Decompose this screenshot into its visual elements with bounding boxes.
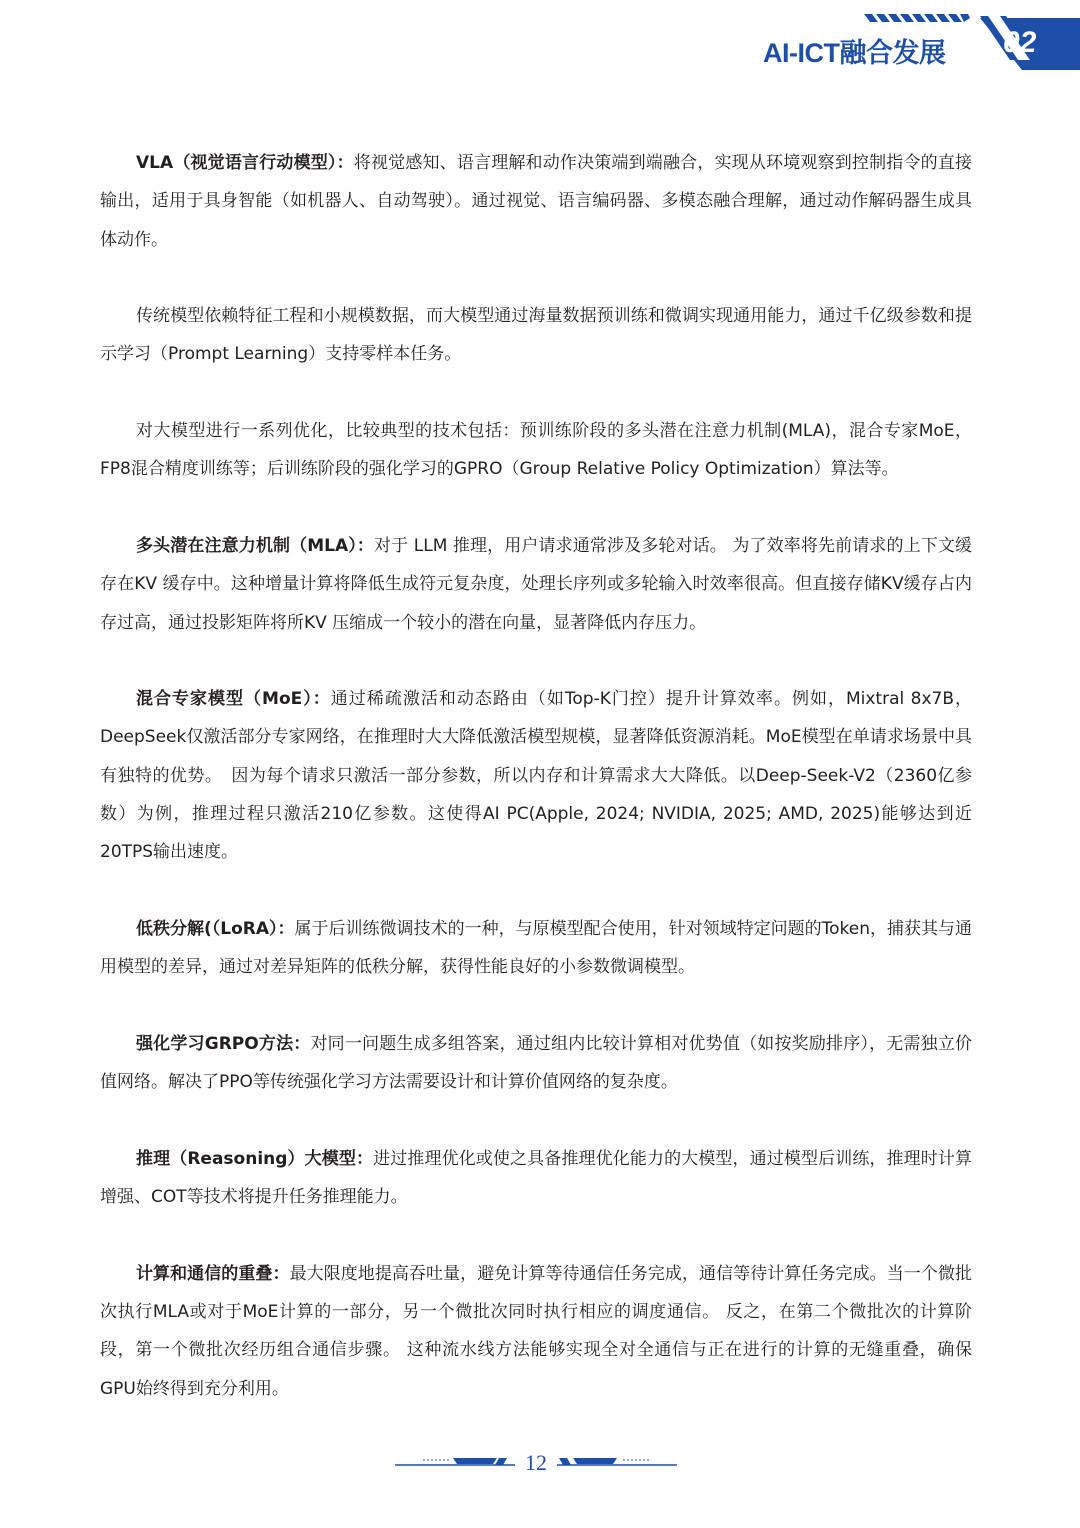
paragraph-heading: 计算和通信的重叠：: [136, 1263, 290, 1284]
paragraph-heading: 多头潜在注意力机制（MLA）：: [136, 535, 375, 556]
paragraph-body: 通过稀疏激活和动态路由（如Top-K门控）提升计算效率。例如，Mixtral 8x7B，DeepSeek仅激活部分专家网络，在推理时大大降低激活模型规模，显著降低资源消耗。MoE模型在单请求场景中具有独特的优势。 因为每个请求只激活一部分参数，所以内存和计算需求大大降低。以Deep-Seek-V2（2360亿参数）为例，推理过程只激活210亿参数。这使得AI PC(Apple, 2024; NVIDIA, 2025; AMD, 2025)能够达到近20TPS输出速度。: [100, 689, 972, 863]
paragraph-heading: 强化学习GRPO方法：: [136, 1033, 311, 1054]
paragraph-body: 对同一问题生成多组答案，通过组内比较计算相对优势值（如按奖励排序），无需独立价值网络。解决了PPO等传统强化学习方法需要设计和计算价值网络的复杂度。: [100, 1033, 972, 1093]
paragraph-vla: [100, 144, 972, 259]
paragraph-reasoning: [100, 1140, 972, 1217]
footer-right-decoration: [557, 1458, 677, 1470]
paragraph-body: 进过推理优化或使之具备推理优化能力的大模型，通过模型后训练，推理时计算增强、COT等技术将提升任务推理能力。: [100, 1148, 973, 1208]
paragraph-body: 属于后训练微调技术的一种，与原模型配合使用，针对领域特定问题的Token，捕获其与通用模型的差异，通过对差异矩阵的低秩分解，获得性能良好的小参数微调模型。: [100, 918, 972, 978]
paragraph-grpo: [100, 1025, 972, 1102]
paragraph-body: 对大模型进行一系列优化，比较典型的技术包括：预训练阶段的多头潜在注意力机制(MLA)，混合专家MoE，FP8混合精度训练等；后训练阶段的强化学习的GPRO（Group Relative Policy Optimization）算法等。: [100, 421, 972, 480]
paragraph-optimizations: [100, 412, 972, 489]
chapter-number: 02: [1003, 26, 1037, 59]
paragraph-heading: 推理（Reasoning）大模型：: [136, 1148, 374, 1169]
paragraph-heading: VLA（视觉语言行动模型）：: [136, 153, 354, 173]
paragraph-heading: 低秩分解(（LoRA）：: [136, 918, 295, 939]
paragraph-body: 最大限度地提高吞吐量，避免计算等待通信任务完成，通信等待计算任务完成。当一个微批次执行MLA或对于MoE计算的一部分，另一个微批次同时执行相应的调度通信。 反之，在第二个微批次的计算阶段，第一个微批次经历组合通信步骤。 这种流水线方法能够实现全对全通信与正在进行的计算的无缝重叠，确保GPU始终得到充分利用。: [100, 1263, 972, 1399]
page-footer: [0, 1440, 1080, 1490]
paragraph-traditional-models: [100, 297, 972, 374]
main-content: [100, 144, 972, 1446]
page-header: [0, 0, 1080, 100]
footer-left-decoration: [395, 1458, 515, 1470]
paragraph-body: 将视觉感知、语言理解和动作决策端到端融合，实现从环境观察到控制指令的直接输出，适用于具身智能（如机器人、自动驾驶）。通过视觉、语言编码器、多模态融合理解，通过动作解码器生成具体动作。: [100, 153, 972, 250]
paragraph-heading: 混合专家模型（MoE）：: [136, 689, 331, 710]
paragraph-overlap: [100, 1255, 972, 1408]
paragraph-moe: [100, 680, 972, 871]
header-title: AI-ICT融合发展: [763, 38, 946, 68]
paragraph-body: 对于 LLM 推理，用户请求通常涉及多轮对话。 为了效率将先前请求的上下文缓存在KV 缓存中。这种增量计算将降低生成符元复杂度，处理长序列或多轮输入时效率很高。但直接存储KV缓存占内存过高，通过投影矩阵将所KV 压缩成一个较小的潜在向量，显著降低内存压力。: [100, 535, 973, 633]
paragraph-body: 传统模型依赖特征工程和小规模数据，而大模型通过海量数据预训练和微调实现通用能力，通过千亿级参数和提示学习（Prompt Learning）支持零样本任务。: [100, 306, 972, 365]
page-number: 12: [525, 1450, 547, 1475]
paragraph-mla: [100, 527, 972, 642]
paragraph-lora: [100, 910, 972, 987]
